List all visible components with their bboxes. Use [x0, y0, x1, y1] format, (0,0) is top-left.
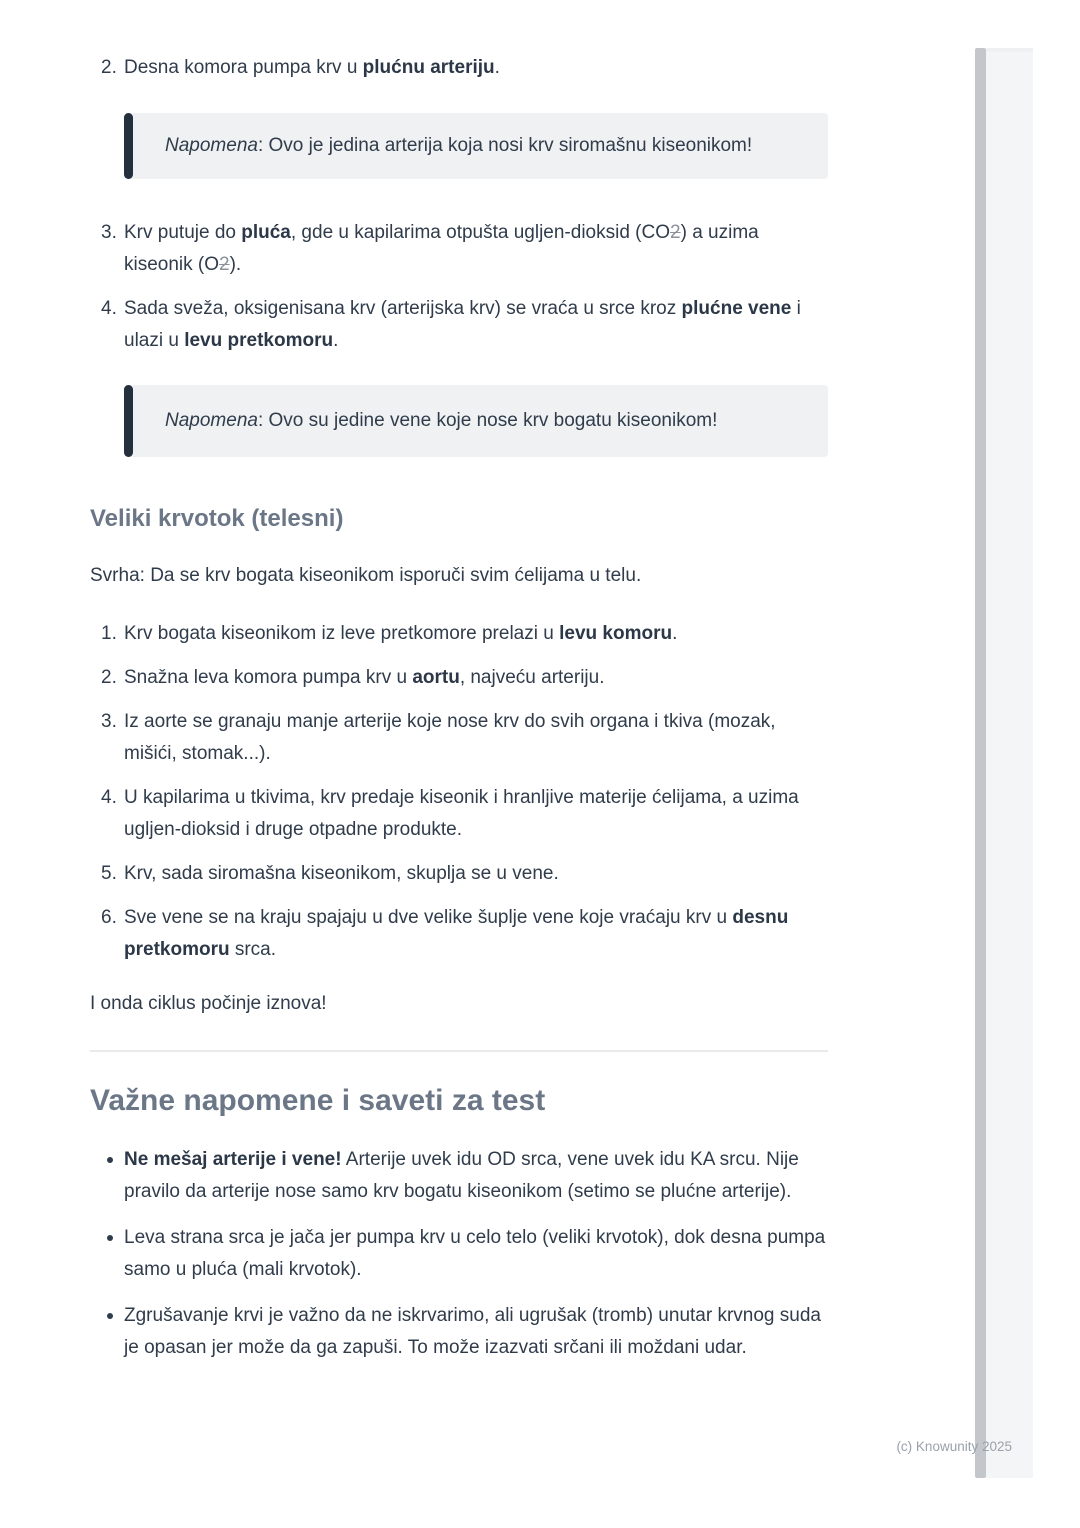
text-segment: U kapilarima u tkivima, krv predaje kiseonik i hranljive materije ćelijama, a uzima ugljen-dioksid i druge otpadne produkte.: [124, 787, 799, 840]
list-item-number: 6.: [101, 907, 117, 928]
document-content: [90, 0, 828, 1364]
list-item-text: [124, 1300, 828, 1364]
text-segment: Zgrušavanje krvi je važno da ne iskrvarimo, ali ugrušak (tromb) unutar krvnog suda je opasan jer može da ga zapuši. To može izazvati srčani ili moždani udar.: [124, 1305, 821, 1358]
list-item: [101, 902, 828, 966]
text-segment: Sada sveža, oksigenisana krv (arterijska krv) se vraća u srce kroz: [124, 298, 682, 319]
note-accent-bar: [124, 113, 133, 179]
list-item-text: [124, 1144, 828, 1208]
text-segment: pluća: [241, 222, 291, 243]
list-item-number: 1.: [101, 623, 117, 644]
list-item: [101, 706, 828, 770]
text-segment: levu komoru: [559, 623, 673, 644]
test-tips-bullet-list: [90, 1144, 828, 1364]
text-segment: 2: [219, 254, 230, 275]
text-segment: desnu pretkomoru: [124, 907, 789, 960]
text-segment: Napomena: [165, 410, 258, 431]
text-segment: Arterije uvek idu OD srca, vene uvek idu KA srcu. Nije pravilo da arterije nose samo krv bogatu kiseonikom (setimo se plućne arterije).: [124, 1149, 799, 1202]
list-item: [101, 782, 828, 846]
pulmonary-steps-list-a: [90, 52, 828, 84]
text-segment: srca.: [229, 939, 277, 960]
systemic-purpose-text: Svrha: Da se krv bogata kiseonikom isporuči svim ćelijama u telu.: [90, 565, 642, 586]
note-box-unique-artery: [124, 113, 828, 179]
text-segment: plućne vene: [681, 298, 792, 319]
list-item-number: 4.: [101, 298, 117, 319]
list-item-text: [124, 706, 828, 770]
text-segment: aortu: [412, 667, 460, 688]
cycle-restart-text: I onda ciklus počinje iznova!: [90, 993, 327, 1014]
text-segment: .: [333, 330, 339, 351]
list-item-text: [124, 1222, 828, 1286]
list-item: [101, 662, 828, 694]
text-segment: Iz aorte se granaju manje arterije koje nose krv do svih organa i tkiva (mozak, mišići, stomak...).: [124, 711, 776, 764]
bullet-dot-glyph: [107, 1313, 113, 1319]
note-text: [165, 405, 798, 437]
list-item-text: [124, 293, 828, 357]
note-accent-bar: [124, 385, 133, 457]
list-item-number: 5.: [101, 863, 117, 884]
list-item-text: [124, 662, 828, 694]
text-segment: Napomena: [165, 135, 258, 156]
list-item: [101, 1222, 828, 1286]
text-segment: Snažna leva komora pumpa krv u: [124, 667, 413, 688]
test-tips-heading: Važne napomene i saveti za test: [90, 1084, 546, 1117]
text-segment: Desna komora pumpa krv u: [124, 57, 363, 78]
text-segment: Krv, sada siromašna kiseonikom, skuplja se u vene.: [124, 863, 559, 884]
text-segment: Krv putuje do: [124, 222, 242, 243]
list-item-number: 2.: [101, 57, 117, 78]
text-segment: i ulazi u: [124, 298, 801, 351]
text-segment: 2: [670, 222, 681, 243]
text-segment: , gde u kapilarima otpušta ugljen-dioksid (CO: [290, 222, 671, 243]
text-segment: : Ovo je jedina arterija koja nosi krv siromašnu kiseonikom!: [257, 135, 753, 156]
text-segment: levu pretkomoru: [184, 330, 334, 351]
text-segment: .: [672, 623, 678, 644]
text-segment: .: [494, 57, 500, 78]
note-text: [165, 130, 798, 162]
text-segment: Sve vene se na kraju spajaju u dve velike šuplje vene koje vraćaju krv u: [124, 907, 733, 928]
list-item: [101, 217, 828, 281]
list-item: [101, 52, 828, 84]
section-divider: [90, 1050, 828, 1052]
scrollbar-track[interactable]: [986, 48, 1033, 1478]
list-item-text: [124, 618, 828, 650]
note-box-unique-veins: [124, 385, 828, 457]
list-item-text: [124, 217, 828, 281]
text-segment: ).: [229, 254, 242, 275]
list-item: [101, 618, 828, 650]
text-segment: : Ovo su jedine vene koje nose krv bogatu kiseonikom!: [257, 410, 718, 431]
copyright-watermark: (c) Knowunity 2025: [896, 1439, 1012, 1454]
text-segment: , najveću arteriju.: [459, 667, 605, 688]
bullet-dot-glyph: [107, 1157, 113, 1163]
list-item-text: [124, 52, 828, 84]
list-item: [101, 293, 828, 357]
scrollbar-thumb[interactable]: [975, 48, 986, 1478]
list-item-number: 4.: [101, 787, 117, 808]
list-item: [101, 858, 828, 890]
list-item-text: [124, 782, 828, 846]
list-item-number: 2.: [101, 667, 117, 688]
list-item: [101, 1144, 828, 1208]
list-item: [101, 1300, 828, 1364]
list-item-text: [124, 858, 828, 890]
bullet-dot-glyph: [107, 1235, 113, 1241]
text-segment: ) a uzima kiseonik (O: [124, 222, 759, 275]
text-segment: plućnu arteriju: [362, 57, 495, 78]
pulmonary-steps-list-b: [90, 217, 828, 357]
text-segment: Krv bogata kiseonikom iz leve pretkomore prelazi u: [124, 623, 560, 644]
text-segment: Leva strana srca je jača jer pumpa krv u celo telo (veliki krvotok), dok desna pumpa samo u pluća (mali krvotok).: [124, 1227, 826, 1280]
systemic-steps-list: [90, 618, 828, 966]
systemic-circulation-heading: Veliki krvotok (telesni): [90, 505, 344, 532]
list-item-text: [124, 902, 828, 966]
text-segment: Ne mešaj arterije i vene!: [124, 1149, 342, 1170]
list-item-number: 3.: [101, 711, 117, 732]
list-item-number: 3.: [101, 222, 117, 243]
